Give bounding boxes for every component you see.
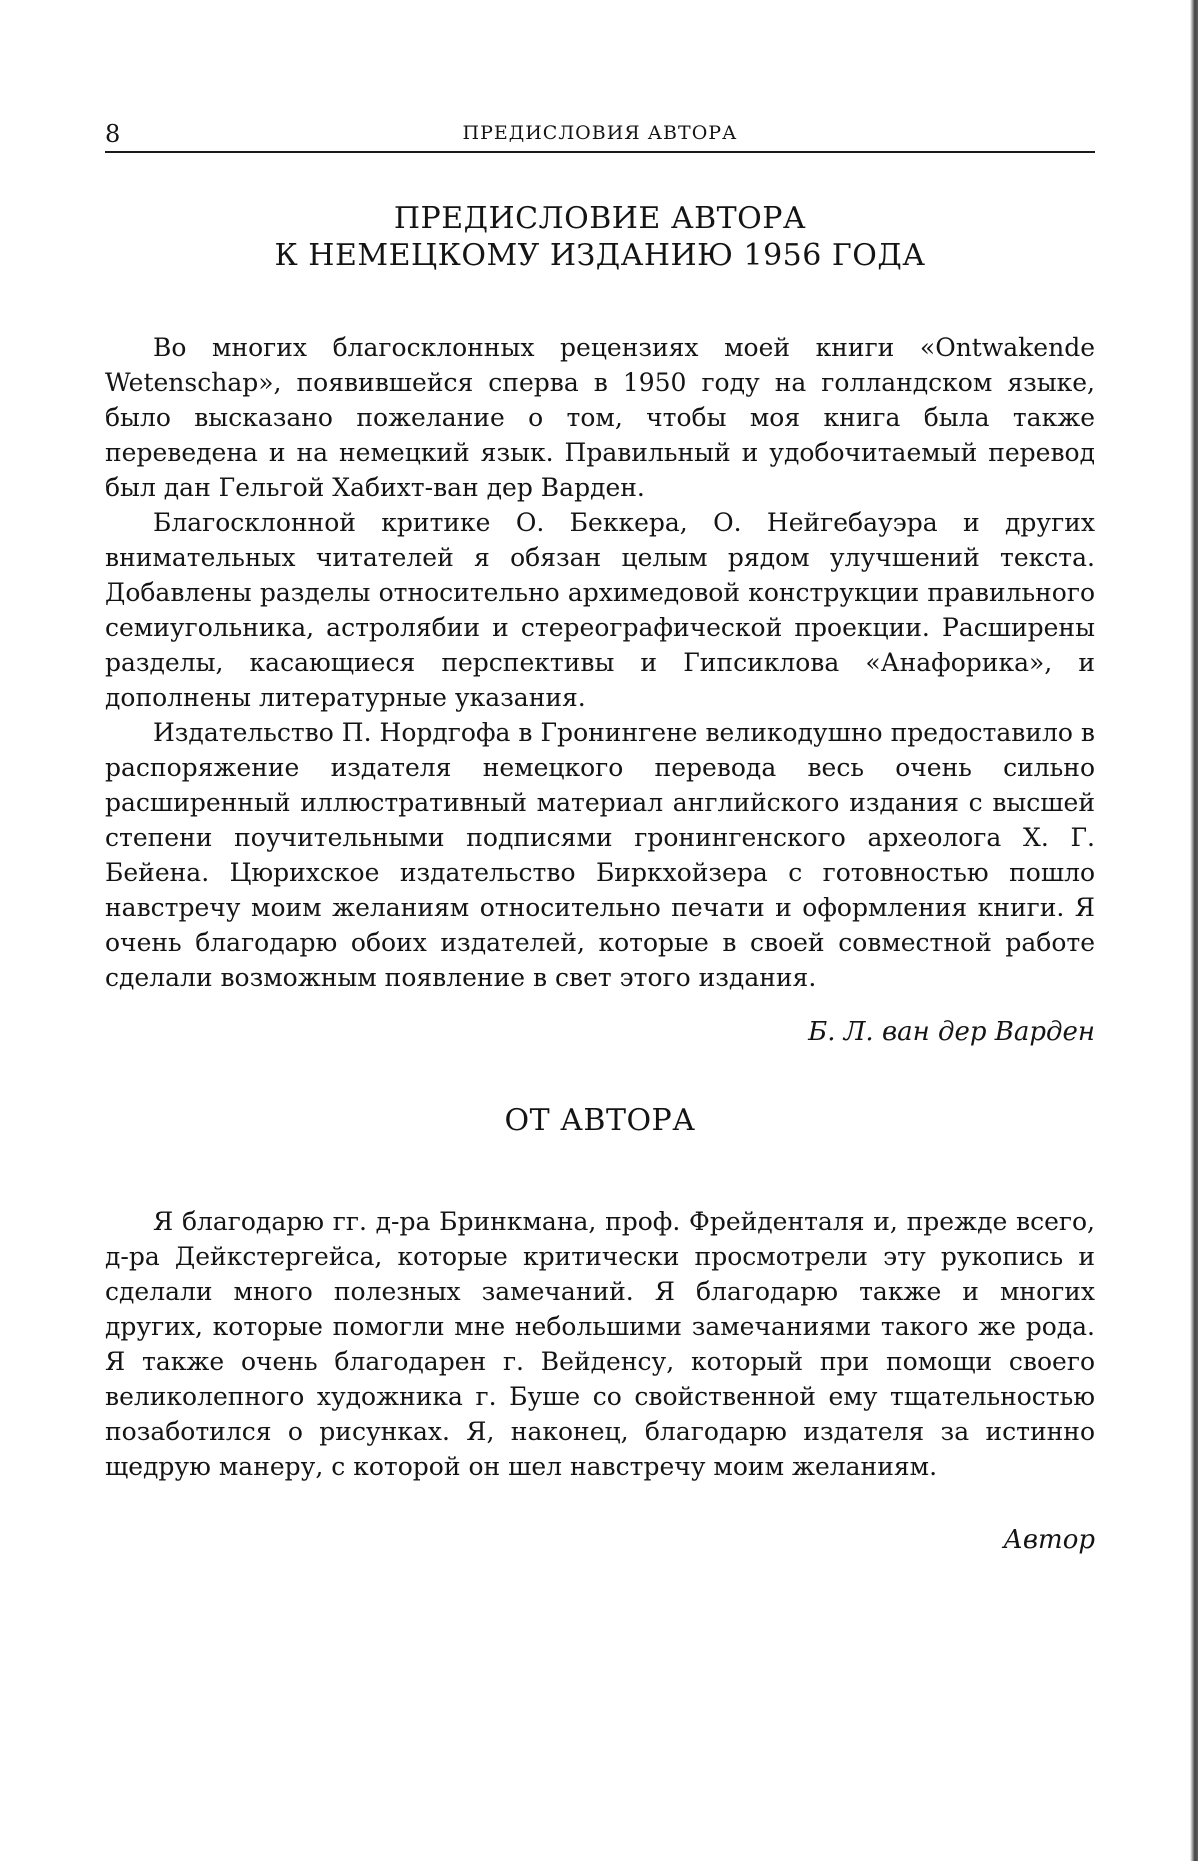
from-author-signature: Автор [1003,1525,1095,1555]
preface-paragraph: Издательство П. Нордгофа в Гронингене великодушно предоставило в распоряжение издателя немецкого перевода весь очень сильно расширенный иллюстративный материал английского издания с высшей степени поучительными подписями гронингенского археолога Х. Г. Бейена. Цюрихское издательство Биркхойзера с готовностью пошло навстречу моим желаниям относительно печати и оформления книги. Я очень благодарю обоих издателей, которые в своей совместной работе сделали возможным появление в свет этого издания. [105,715,1095,995]
from-author-paragraph: Я благодарю гг. д-ра Бринкмана, проф. Фрейденталя и, прежде всего, д-ра Дейкстергейса, которые критически просмотрели эту рукопись и сделали много полезных замечаний. Я благодарю также и многих других, которые помогли мне небольшими замечаниями такого же рода. Я также очень благодарен г. Вейденсу, который при помощи своего великолепного художника г. Буше со свойственной ему тщательностью позаботился о рисунках. Я, наконец, благодарю издателя за истинно щедрую манеру, с которой он шел навстречу моим желаниям. [105,1204,1095,1484]
running-header [105,120,1095,150]
page-number: 8 [105,120,121,148]
book-page [0,0,1200,1861]
preface-title-line2: К НЕМЕЦКОМУ ИЗДАНИЮ 1956 ГОДА [105,237,1095,274]
preface-title [105,200,1095,274]
preface-paragraph: Благосклонной критике О. Беккера, О. Нейгебауэра и других внимательных читателей я обязан целым рядом улучшений текста. Добавлены разделы относительно архимедовой конструкции правильного семиугольника, астролябии и стереографической проекции. Расширены разделы, касающиеся перспективы и Гипсиклова «Анафорика», и дополнены литературные указания. [105,505,1095,715]
preface-signature: Б. Л. ван дер Варден [808,1017,1095,1047]
from-author-body [105,1204,1095,1484]
preface-body [105,330,1095,995]
preface-paragraph: Во многих благосклонных рецензиях моей книги «Ontwakende Wetenschap», появившейся сперва в 1950 году на голландском языке, было высказано пожелание о том, чтобы моя книга была также переведена и на немецкий язык. Правильный и удобочитаемый перевод был дан Гельгой Хабихт-ван дер Варден. [105,330,1095,505]
preface-title-line1: ПРЕДИСЛОВИЕ АВТОРА [105,200,1095,237]
running-title: ПРЕДИСЛОВИЯ АВТОРА [105,122,1095,144]
from-author-title: ОТ АВТОРА [105,1102,1095,1139]
header-rule [105,151,1095,153]
scan-edge-shadow [1190,0,1198,1861]
